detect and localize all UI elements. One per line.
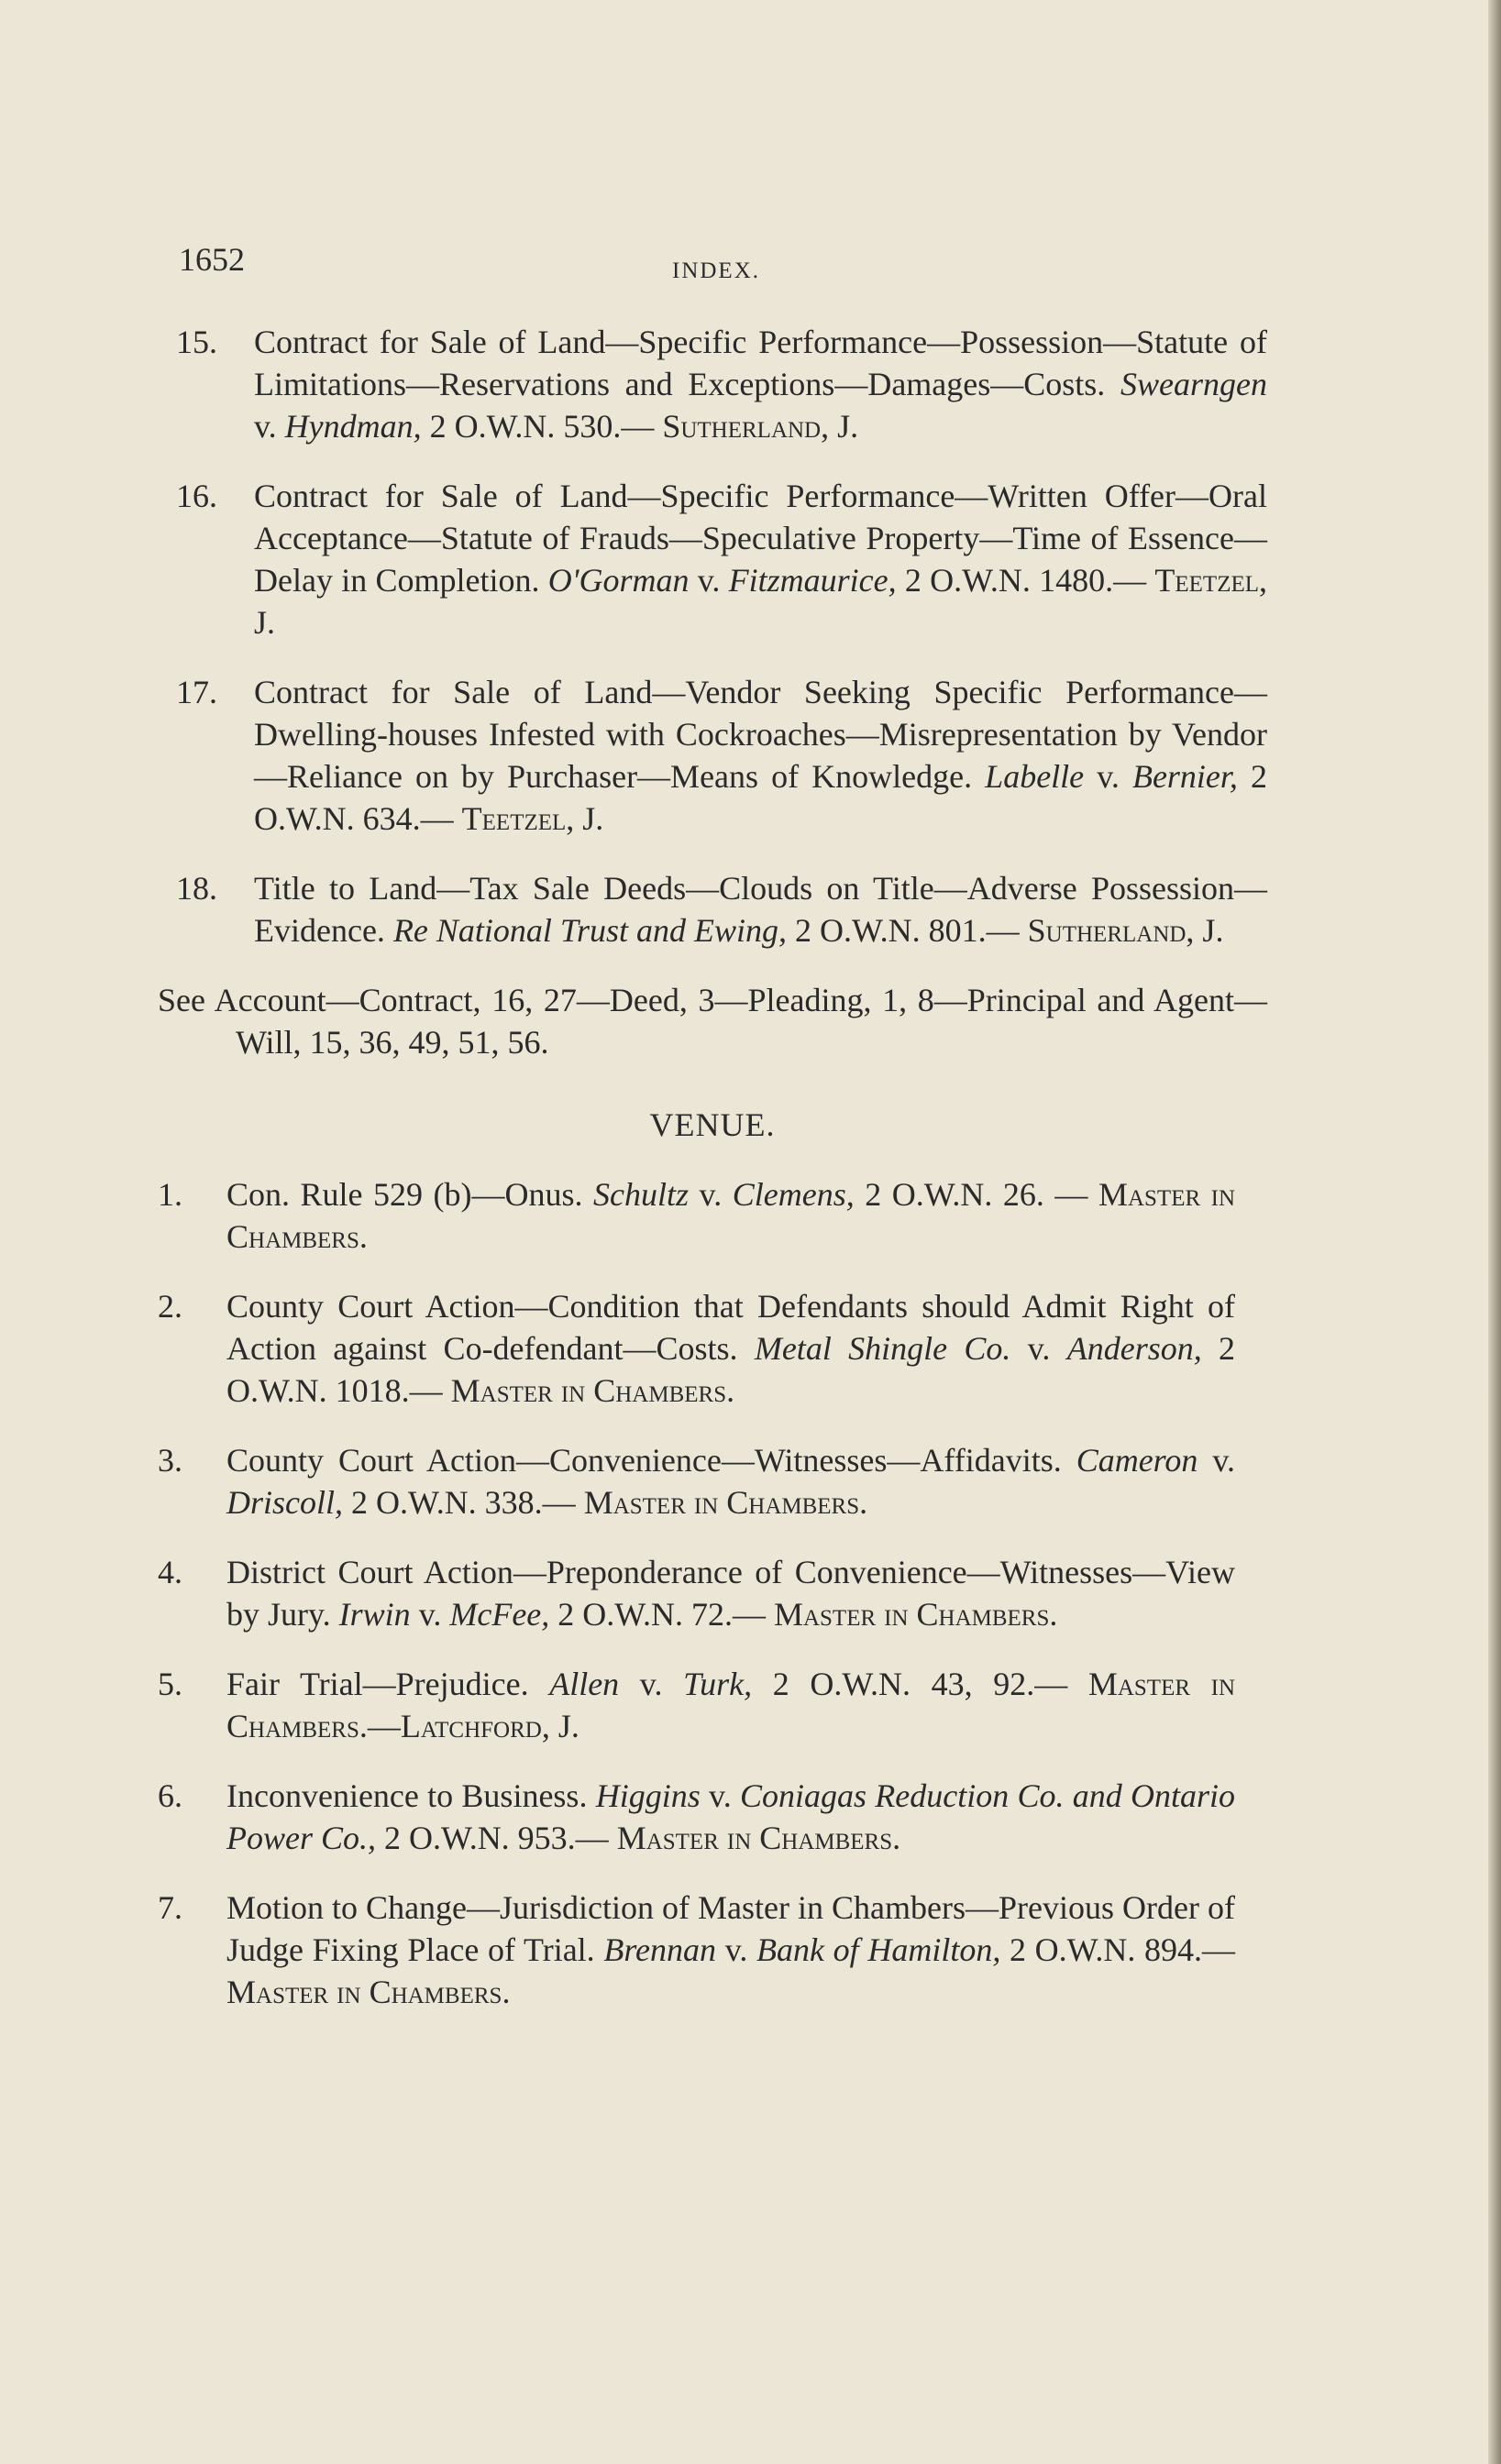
case-name-defendant: Coniagas Reduction Co. and Ontario Power Co.,	[226, 1777, 1236, 1856]
case-versus: v.	[254, 408, 277, 445]
entry-number: 4.	[158, 1554, 182, 1590]
case-name-plaintiff: O'Gorman	[547, 562, 690, 599]
entry-number: 5.	[158, 1666, 182, 1702]
case-name-plaintiff: Irwin	[338, 1596, 411, 1633]
entry-number: 2.	[158, 1288, 182, 1325]
case-name-defendant: Bank of Hamilton,	[756, 1931, 1001, 1968]
case-versus: v.	[1212, 1442, 1235, 1479]
entry-text: Con. Rule 529 (b)—Onus.	[226, 1176, 583, 1213]
entry-text: Motion to Change—Jurisdiction of Master in Chambers—Previous Order of Judge Fixing Place of Trial.	[226, 1889, 1235, 1968]
case-name-plaintiff: Allen	[549, 1666, 620, 1702]
case-versus: v.	[639, 1666, 663, 1702]
case-name-plaintiff: Brennan	[603, 1931, 717, 1968]
index-entry	[158, 1775, 1235, 1859]
judge-name: Teetzel, J.	[254, 562, 1268, 641]
citation: 2 O.W.N. 26. —	[865, 1176, 1088, 1213]
index-entry	[158, 321, 1267, 447]
entry-text: District Court Action—Preponderance of Convenience—Witnesses—View by Jury.	[226, 1554, 1235, 1633]
case-name-plaintiff: Re National Trust and Ewing,	[392, 912, 787, 949]
entry-text: Title to Land—Tax Sale Deeds—Clouds on Title—Adverse Possession—Evidence.	[254, 870, 1267, 949]
judge-name: Master in Chambers.—Latchford, J.	[226, 1666, 1235, 1744]
entry-number: 17.	[176, 674, 217, 710]
citation: 2 O.W.N. 801.—	[794, 912, 1020, 949]
case-versus: v.	[697, 562, 721, 599]
judge-name: Master in Chambers.	[226, 1176, 1236, 1255]
entry-text: Contract for Sale of Land—Specific Performance—Written Offer—Oral Acceptance—Statute of Frauds—Speculative Property—Time of Essence—Delay in Completion.	[254, 478, 1267, 599]
citation: 2 O.W.N. 338.—	[351, 1484, 576, 1521]
judge-name: Master in Chambers.	[583, 1484, 868, 1521]
see-also: See Account—Contract, 16, 27—Deed, 3—Pleading, 1, 8—Principal and Agent—Will, 15, 36, 49, 51, 56.	[158, 982, 1267, 1061]
entry-number: 1.	[158, 1176, 182, 1213]
judge-name: Teetzel, J.	[461, 800, 604, 837]
index-entry	[158, 671, 1267, 840]
case-name-defendant: Bernier,	[1131, 758, 1238, 795]
case-name-defendant: Clemens,	[732, 1176, 855, 1213]
judge-name: Sutherland, J.	[1027, 912, 1224, 949]
entry-text: Inconvenience to Business.	[226, 1777, 588, 1814]
entry-text: Contract for Sale of Land—Specific Performance—Possession—Statute of Limitations—Reservations and Exceptions—Damages—Costs.	[254, 324, 1267, 402]
case-name-plaintiff: Metal Shingle Co.	[754, 1330, 1011, 1367]
case-versus: v.	[418, 1596, 442, 1633]
index-entry	[158, 1663, 1235, 1747]
case-name-plaintiff: Schultz	[593, 1176, 690, 1213]
case-name-defendant: Driscoll,	[226, 1484, 344, 1521]
page-edge	[1488, 0, 1501, 2464]
citation: 2 O.W.N. 1018.—	[226, 1330, 1236, 1409]
citation: 2 O.W.N. 43, 92.—	[772, 1666, 1068, 1702]
case-name-defendant: McFee,	[449, 1596, 550, 1633]
citation: 2 O.W.N. 953.—	[384, 1820, 609, 1856]
judge-name: Master in Chambers.	[450, 1372, 735, 1409]
index-entry	[158, 1173, 1235, 1258]
judge-name: Sutherland, J.	[662, 408, 859, 445]
index-entry	[158, 867, 1267, 952]
case-name-defendant: Hyndman,	[284, 408, 422, 445]
case-versus: v.	[699, 1176, 723, 1213]
case-name-plaintiff: Labelle	[985, 758, 1085, 795]
entry-number: 15.	[176, 324, 217, 360]
entry-text: Contract for Sale of Land—Vendor Seeking Specific Performance—Dwelling-houses Infested with Cockroaches—Misrepresentation by Vendor—Reliance on by Purchaser—Means of Knowledge.	[254, 674, 1267, 795]
case-versus: v.	[724, 1931, 748, 1968]
citation: 2 O.W.N. 634.—	[254, 758, 1267, 837]
entry-number: 18.	[176, 870, 217, 907]
citation: 2 O.W.N. 1480.—	[904, 562, 1147, 599]
entry-text: County Court Action—Convenience—Witnesses—Affidavits.	[226, 1442, 1062, 1479]
judge-name: Master in Chambers.	[226, 1974, 511, 2010]
entry-text: Fair Trial—Prejudice.	[226, 1666, 529, 1702]
index-entry	[158, 1886, 1235, 2013]
entry-number: 3.	[158, 1442, 182, 1479]
case-name-plaintiff: Higgins	[595, 1777, 701, 1814]
index-entry	[158, 1551, 1235, 1635]
page-header	[179, 240, 1265, 295]
citation: 2 O.W.N. 894.—	[1010, 1931, 1236, 1968]
entry-number: 16.	[176, 478, 217, 514]
judge-name: Master in Chambers.	[616, 1820, 901, 1856]
entry-number: 7.	[158, 1889, 182, 1926]
case-versus: v.	[1097, 758, 1120, 795]
case-name-defendant: Anderson,	[1066, 1330, 1202, 1367]
case-versus: v.	[709, 1777, 732, 1814]
entry-number: 6.	[158, 1777, 182, 1814]
index-content	[158, 321, 1267, 2040]
entries-list	[158, 321, 1267, 952]
section-title: VENUE.	[649, 1106, 776, 1143]
citation: 2 O.W.N. 72.—	[557, 1596, 766, 1633]
index-entry	[158, 475, 1267, 644]
citation: 2 O.W.N. 530.—	[429, 408, 655, 445]
index-entry	[158, 1285, 1235, 1412]
case-name-plaintiff: Cameron	[1076, 1442, 1198, 1479]
running-head: INDEX.	[672, 258, 761, 283]
page-number: 1652	[179, 241, 245, 278]
entry-text: County Court Action—Condition that Defendants should Admit Right of Action against Co-defendant—Costs.	[226, 1288, 1235, 1367]
index-entry	[158, 1439, 1235, 1524]
judge-name: Master in Chambers.	[773, 1596, 1058, 1633]
venue-entries-list	[158, 1173, 1267, 2013]
case-versus: v.	[1027, 1330, 1051, 1367]
case-name-defendant: Fitzmaurice,	[728, 562, 897, 599]
case-name-plaintiff: Swearngen	[1120, 366, 1267, 402]
case-name-defendant: Turk,	[683, 1666, 753, 1702]
